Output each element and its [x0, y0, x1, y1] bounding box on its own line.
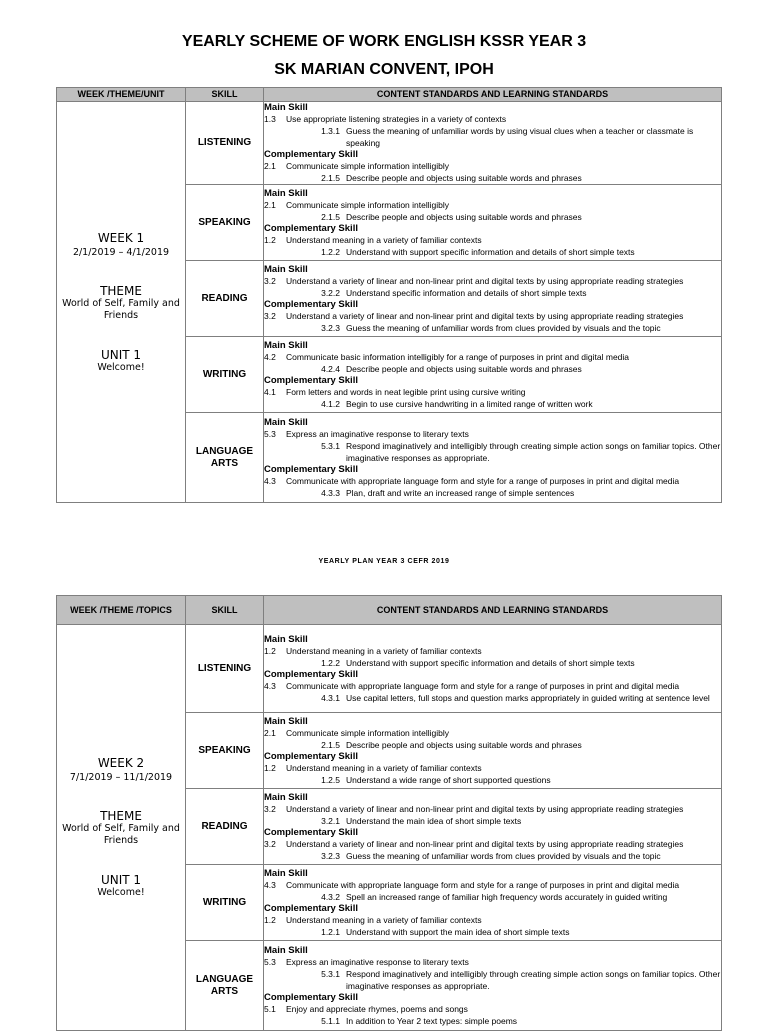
complementary-skill-heading: Complementary Skill: [264, 991, 358, 1003]
content-standard: [264, 275, 721, 287]
learning-standard-text: Describe people and objects using suitable words and phrases: [346, 363, 582, 374]
content-standard-text: Communicate with appropriate language form and style for a range of purposes in print and digital media: [286, 475, 680, 486]
table-row: [57, 625, 722, 713]
standards-cell: [264, 625, 722, 713]
learning-standard-number: 5.1.1: [321, 1015, 340, 1026]
content-standard-number: 4.3: [264, 475, 276, 486]
content-standard-number: 4.2: [264, 351, 276, 362]
header-week: WEEK /THEME /TOPICS: [57, 596, 186, 625]
content-standard: [264, 1003, 721, 1015]
content-standard: [264, 113, 721, 125]
content-standard-number: 3.2: [264, 838, 276, 849]
learning-standard-number: 4.3.2: [321, 891, 340, 902]
learning-standard-text: Guess the meaning of unfamiliar words from clues provided by visuals and the topic: [346, 322, 661, 333]
learning-standard: [264, 926, 721, 938]
learning-standard: [264, 891, 721, 903]
learning-standard-number: 3.2.3: [321, 850, 340, 861]
yearly-plan-label: YEARLY PLAN YEAR 3 CEFR 2019: [318, 558, 450, 565]
learning-standard-number: 1.3.1: [321, 126, 340, 136]
skill-cell: READING: [186, 789, 264, 865]
header-week: WEEK /THEME/UNIT: [57, 88, 186, 102]
learning-standard-text: Describe people and objects using suitable words and phrases: [346, 739, 582, 750]
learning-standard-text: Understand the main idea of short simple texts: [346, 815, 522, 826]
content-standard: [264, 310, 721, 322]
learning-standard: [264, 968, 721, 992]
learning-standard-text: Understand with support specific information and details of short simple texts: [346, 657, 635, 668]
content-standard-text: Use appropriate listening strategies in a variety of contexts: [286, 114, 507, 124]
standards-cell: [264, 413, 722, 503]
learning-standard-text: Begin to use cursive handwriting in a limited range of written work: [346, 398, 593, 409]
learning-standard-number: 4.3.1: [321, 692, 340, 703]
header-skill: SKILL: [186, 596, 264, 625]
theme-name: World of Self, Family and Friends: [62, 297, 180, 321]
content-standard: [264, 234, 721, 246]
main-skill-heading: Main Skill: [264, 715, 308, 727]
standards-cell: [264, 941, 722, 1031]
content-standard: [264, 727, 721, 739]
main-skill-heading: Main Skill: [264, 416, 308, 428]
learning-standard: [264, 287, 721, 299]
learning-standard-text: Understand with support specific information and details of short simple texts: [346, 246, 635, 257]
learning-standard-number: 1.2.2: [321, 657, 340, 668]
content-standard-text: Express an imaginative response to literary texts: [286, 428, 469, 439]
content-standard-number: 1.2: [264, 914, 276, 925]
learning-standard: [264, 172, 721, 184]
content-standard: [264, 803, 721, 815]
week-number: WEEK 2: [97, 756, 145, 770]
content-standard: [264, 199, 721, 211]
learning-standard-text: Respond imaginatively and intelligibly through creating simple action songs on familiar topics. Other imaginative responses as appropriate.: [346, 968, 721, 991]
learning-standard: [264, 739, 721, 751]
content-standard-number: 5.3: [264, 956, 276, 967]
learning-standard-text: Describe people and objects using suitable words and phrases: [346, 173, 582, 183]
theme-name: World of Self, Family and Friends: [62, 823, 180, 846]
learning-standard-number: 4.1.2: [321, 398, 340, 409]
learning-standard-text: Respond imaginatively and intelligibly through creating simple action songs on familiar topics. Other imaginative responses as appropriate.: [346, 440, 721, 463]
learning-standard-text: Understand with support the main idea of short simple texts: [346, 926, 570, 937]
complementary-skill-heading: Complementary Skill: [264, 463, 358, 475]
learning-standard-text: Guess the meaning of unfamiliar words from clues provided by visuals and the topic: [346, 850, 661, 861]
main-skill-heading: Main Skill: [264, 187, 308, 199]
content-standard-number: 4.3: [264, 680, 276, 691]
learning-standard: [264, 322, 721, 334]
learning-standard: [264, 246, 721, 258]
spacer: [57, 258, 185, 284]
standards-cell: [264, 789, 722, 865]
content-standard: [264, 386, 721, 398]
learning-standard-number: 3.2.1: [321, 815, 340, 826]
learning-standard: [264, 211, 721, 223]
learning-standard-text: In addition to Year 2 text types: simple poems: [346, 1015, 518, 1026]
content-standard-number: 4.1: [264, 386, 276, 397]
skill-cell: LANGUAGE ARTS: [186, 413, 264, 503]
learning-standard-text: Understand a wide range of short supported questions: [346, 774, 551, 785]
content-standard: [264, 645, 721, 657]
content-standard-text: Express an imaginative response to literary texts: [286, 956, 469, 967]
complementary-skill-heading: Complementary Skill: [264, 750, 358, 762]
header-skill: SKILL: [186, 88, 264, 102]
main-skill-heading: Main Skill: [264, 263, 308, 275]
complementary-skill-heading: Complementary Skill: [264, 374, 358, 386]
main-skill-heading: Main Skill: [264, 339, 308, 351]
learning-standard-number: 5.3.1: [321, 968, 340, 979]
content-standard-text: Form letters and words in neat legible print using cursive writing: [286, 386, 526, 397]
learning-standard: [264, 657, 721, 669]
week-cell: [57, 625, 186, 1031]
content-standard-text: Understand a variety of linear and non-linear print and digital texts by using appropriate reading strategies: [286, 275, 684, 286]
week-number: WEEK 1: [97, 230, 145, 245]
content-standard-number: 2.1: [264, 161, 276, 171]
learning-standard: [264, 774, 721, 786]
spacer: [57, 783, 185, 809]
learning-standard-number: 4.2.4: [321, 363, 340, 374]
learning-standard: [264, 487, 721, 499]
content-standard-number: 5.3: [264, 428, 276, 439]
complementary-skill-heading: Complementary Skill: [264, 668, 358, 680]
scheme-table-week-2: [56, 595, 722, 1031]
skill-cell: WRITING: [186, 337, 264, 413]
content-standard-text: Communicate with appropriate language form and style for a range of purposes in print and digital media: [286, 680, 680, 691]
document-title: YEARLY SCHEME OF WORK ENGLISH KSSR YEAR 3: [181, 33, 587, 50]
content-standard-number: 3.2: [264, 803, 276, 814]
learning-standard-number: 2.1.5: [321, 211, 340, 222]
content-standard-number: 5.1: [264, 1003, 276, 1014]
scheme-table-week-1: [56, 87, 722, 503]
content-standard-text: Communicate simple information intelligibly: [286, 161, 449, 171]
skill-cell: SPEAKING: [186, 185, 264, 261]
content-standard-number: 1.2: [264, 645, 276, 656]
content-standard-number: 1.2: [264, 762, 276, 773]
learning-standard: [264, 125, 721, 149]
theme-label: THEME: [100, 809, 142, 823]
main-skill-heading: Main Skill: [264, 633, 308, 645]
content-standard-text: Communicate basic information intelligibly for a range of purposes in print and digital media: [286, 351, 630, 362]
learning-standard: [264, 440, 721, 464]
content-standard-number: 1.3: [264, 114, 276, 124]
learning-standard-number: 1.2.1: [321, 926, 340, 937]
school-name: SK MARIAN CONVENT, IPOH: [274, 61, 494, 78]
learning-standard-text: Spell an increased range of familiar high frequency words accurately in guided writing: [346, 891, 668, 902]
standards-cell: [264, 185, 722, 261]
complementary-skill-heading: Complementary Skill: [264, 826, 358, 838]
skill-cell: READING: [186, 261, 264, 337]
content-standard: [264, 956, 721, 968]
skill-cell: WRITING: [186, 865, 264, 941]
learning-standard: [264, 398, 721, 410]
content-standard-text: Communicate with appropriate language form and style for a range of purposes in print and digital media: [286, 879, 680, 890]
content-standard-text: Communicate simple information intelligibly: [286, 199, 449, 210]
learning-standard-text: Plan, draft and write an increased range of simple sentences: [346, 487, 575, 498]
complementary-skill-heading: Complementary Skill: [264, 149, 358, 160]
week-dates: 2/1/2019 – 4/1/2019: [72, 246, 170, 258]
learning-standard-number: 5.3.1: [321, 440, 340, 451]
content-standard: [264, 680, 721, 692]
unit-name: Welcome!: [97, 887, 145, 898]
learning-standard-number: 3.2.3: [321, 322, 340, 333]
unit-label: UNIT 1: [100, 347, 142, 362]
content-standard-text: Understand meaning in a variety of familiar contexts: [286, 645, 482, 656]
learning-standard: [264, 363, 721, 375]
learning-standard-number: 2.1.5: [321, 173, 340, 183]
content-standard: [264, 914, 721, 926]
main-skill-heading: Main Skill: [264, 102, 308, 113]
learning-standard: [264, 1015, 721, 1027]
learning-standard: [264, 815, 721, 827]
content-standard-text: Enjoy and appreciate rhymes, poems and songs: [286, 1003, 468, 1014]
skill-cell: LISTENING: [186, 625, 264, 713]
complementary-skill-heading: Complementary Skill: [264, 298, 358, 310]
content-standard-text: Understand meaning in a variety of familiar contexts: [286, 762, 482, 773]
content-standard: [264, 879, 721, 891]
table-header-row: [57, 88, 722, 102]
skill-cell: LANGUAGE ARTS: [186, 941, 264, 1031]
content-standard: [264, 475, 721, 487]
content-standard-number: 2.1: [264, 727, 276, 738]
table-header-row: [57, 596, 722, 625]
content-standard-number: 3.2: [264, 275, 276, 286]
learning-standard-number: 1.2.5: [321, 774, 340, 785]
complementary-skill-heading: Complementary Skill: [264, 902, 358, 914]
unit-label: UNIT 1: [100, 873, 142, 887]
spacer: [57, 847, 185, 873]
week-dates: 7/1/2019 – 11/1/2019: [69, 772, 173, 783]
content-standard: [264, 351, 721, 363]
content-standard-number: 1.2: [264, 234, 276, 245]
content-standard: [264, 762, 721, 774]
learning-standard-text: Guess the meaning of unfamiliar words by using visual clues when a teacher or classmate is speaking: [346, 126, 694, 148]
standards-cell: [264, 337, 722, 413]
standards-cell: [264, 865, 722, 941]
main-skill-heading: Main Skill: [264, 791, 308, 803]
standards-cell: [264, 102, 722, 185]
learning-standard-text: Use capital letters, full stops and question marks appropriately in guided writing at sentence level: [346, 692, 710, 703]
learning-standard-number: 4.3.3: [321, 487, 340, 498]
learning-standard-number: 3.2.2: [321, 287, 340, 298]
spacer: [57, 322, 185, 348]
content-standard-text: Understand a variety of linear and non-linear print and digital texts by using appropriate reading strategies: [286, 803, 684, 814]
learning-standard: [264, 850, 721, 862]
content-standard: [264, 838, 721, 850]
table-row: [57, 102, 722, 185]
standards-cell: [264, 713, 722, 789]
content-standard-number: 4.3: [264, 879, 276, 890]
content-standard-text: Understand a variety of linear and non-linear print and digital texts by using appropriate reading strategies: [286, 310, 684, 321]
content-standard-text: Understand meaning in a variety of familiar contexts: [286, 234, 482, 245]
learning-standard-number: 1.2.2: [321, 246, 340, 257]
learning-standard-text: Describe people and objects using suitable words and phrases: [346, 211, 582, 222]
content-standard: [264, 428, 721, 440]
header-content: CONTENT STANDARDS AND LEARNING STANDARDS: [264, 88, 722, 102]
content-standard-text: Communicate simple information intelligibly: [286, 727, 449, 738]
content-standard-number: 2.1: [264, 199, 276, 210]
content-standard-number: 3.2: [264, 310, 276, 321]
learning-standard: [264, 692, 721, 704]
content-standard-text: Understand a variety of linear and non-linear print and digital texts by using appropriate reading strategies: [286, 838, 684, 849]
theme-label: THEME: [100, 283, 142, 298]
complementary-skill-heading: Complementary Skill: [264, 222, 358, 234]
skill-cell: LISTENING: [186, 102, 264, 185]
skill-cell: SPEAKING: [186, 713, 264, 789]
unit-name: Welcome!: [97, 361, 145, 373]
main-skill-heading: Main Skill: [264, 867, 308, 879]
learning-standard-text: Understand specific information and details of short simple texts: [346, 287, 587, 298]
content-standard: [264, 160, 721, 172]
learning-standard-number: 2.1.5: [321, 739, 340, 750]
main-skill-heading: Main Skill: [264, 944, 308, 956]
content-standard-text: Understand meaning in a variety of familiar contexts: [286, 914, 482, 925]
standards-cell: [264, 261, 722, 337]
header-content: CONTENT STANDARDS AND LEARNING STANDARDS: [264, 596, 722, 625]
week-cell: [57, 102, 186, 503]
